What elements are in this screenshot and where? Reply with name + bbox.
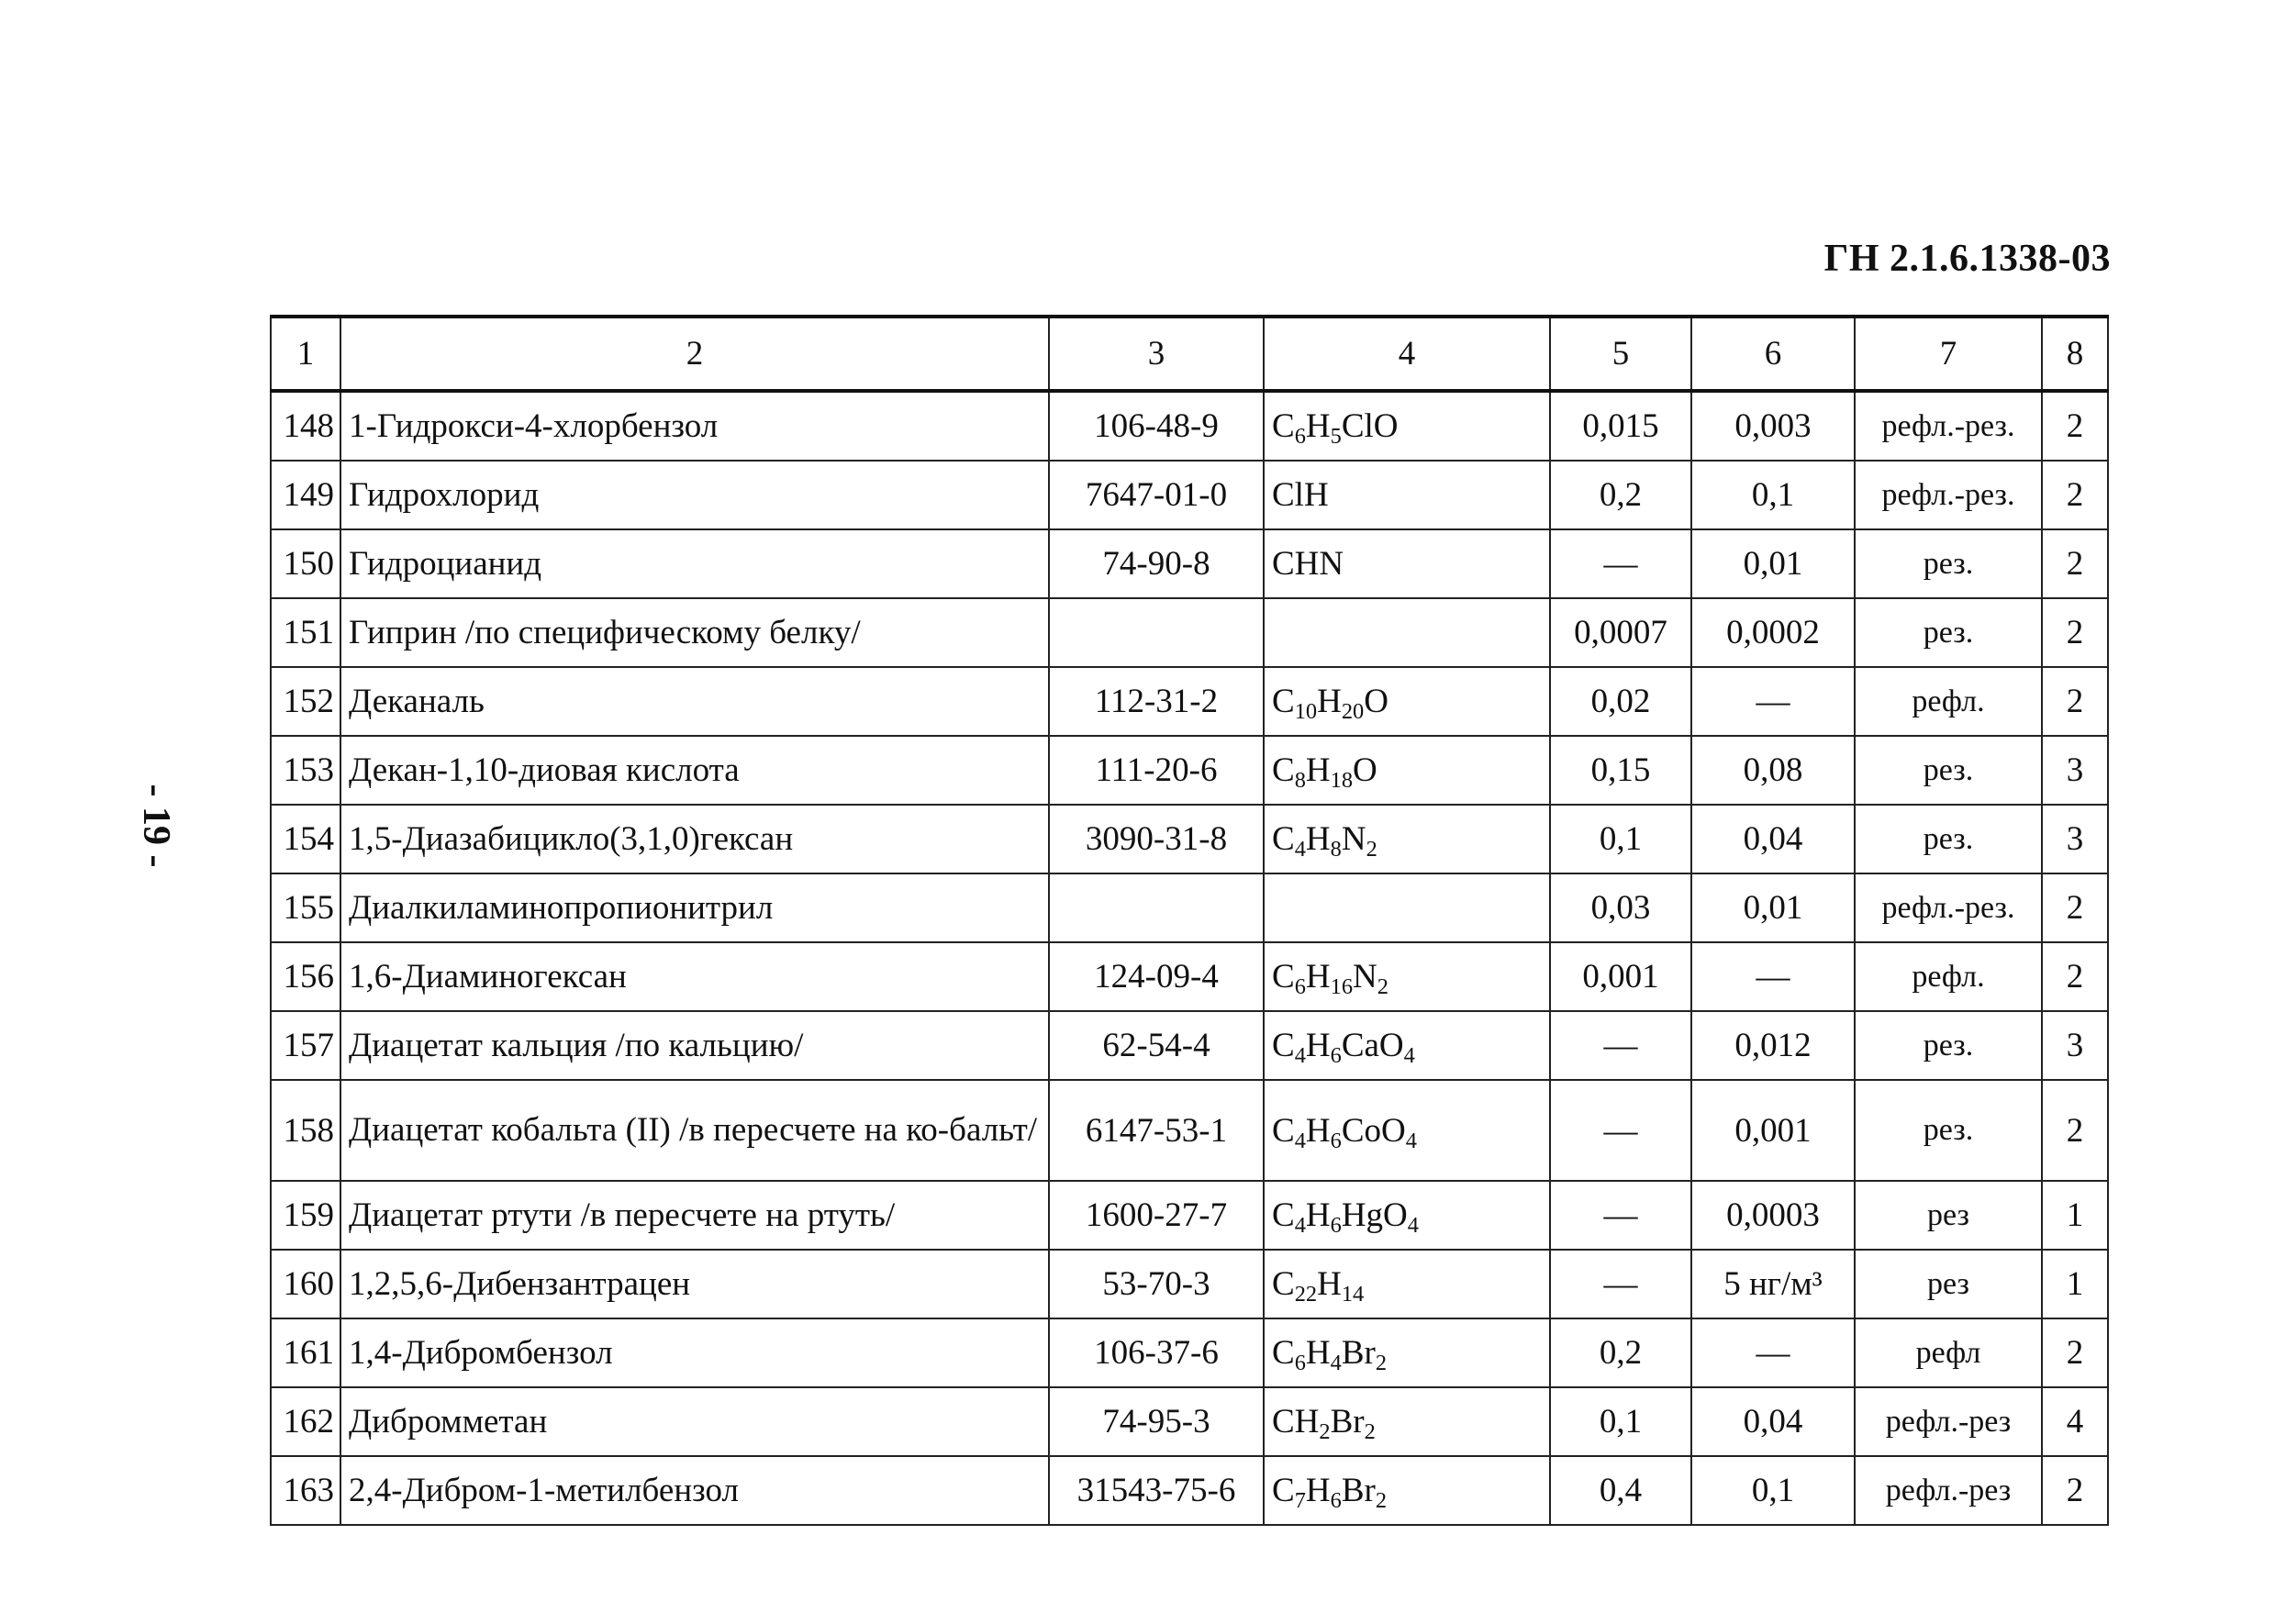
document-code: ГН 2.1.6.1338-03 xyxy=(1823,238,2111,280)
formula-part: N xyxy=(1341,820,1366,858)
value-col-5: 0,015 xyxy=(1550,391,1691,461)
formula-subscript: 16 xyxy=(1330,973,1354,999)
formula-part: C xyxy=(1272,751,1295,789)
value-col-8: 2 xyxy=(2042,461,2108,529)
table-row xyxy=(271,1080,2108,1181)
cas-number xyxy=(1049,598,1264,667)
value-col-8: 2 xyxy=(2042,942,2108,1011)
value-col-7: рез. xyxy=(1855,805,2042,873)
row-number: 155 xyxy=(271,873,340,942)
row-number: 157 xyxy=(271,1011,340,1080)
chemical-formula xyxy=(1264,598,1550,667)
formula-part: CaO xyxy=(1341,1027,1404,1064)
value-col-5: 0,2 xyxy=(1550,461,1691,529)
table-row xyxy=(271,1250,2108,1318)
value-col-6: 0,001 xyxy=(1691,1080,1855,1181)
chemical-formula xyxy=(1264,391,1550,461)
value-col-5: 0,4 xyxy=(1550,1456,1691,1525)
chemical-formula xyxy=(1264,1080,1550,1181)
cas-number: 106-37-6 xyxy=(1049,1318,1264,1387)
value-col-5: 0,0007 xyxy=(1550,598,1691,667)
value-col-6: 5 нг/м³ xyxy=(1691,1250,1855,1318)
formula-part: C xyxy=(1272,1472,1295,1509)
value-col-5: — xyxy=(1550,529,1691,598)
substance-name: Гидрохлорид xyxy=(340,461,1049,529)
formula-part: ClO xyxy=(1341,407,1399,445)
value-col-6: 0,04 xyxy=(1691,805,1855,873)
chemical-formula xyxy=(1264,1181,1550,1250)
cas-number: 62-54-4 xyxy=(1049,1011,1264,1080)
table-row xyxy=(271,461,2108,529)
formula-part: C xyxy=(1272,1111,1295,1150)
cas-number: 31543-75-6 xyxy=(1049,1456,1264,1525)
cas-number: 74-90-8 xyxy=(1049,529,1264,598)
column-header-7: 7 xyxy=(1855,317,2042,391)
table-row xyxy=(271,529,2108,598)
formula-subscript: 8 xyxy=(1330,836,1342,862)
formula-part: Br xyxy=(1330,1403,1365,1440)
formula-part: H xyxy=(1305,820,1331,858)
row-number: 148 xyxy=(271,391,340,461)
formula-part: C xyxy=(1272,1334,1295,1372)
formula-subscript: 4 xyxy=(1403,1042,1415,1068)
column-header-5: 5 xyxy=(1550,317,1691,391)
formula-part: C xyxy=(1272,958,1295,996)
value-col-5: — xyxy=(1550,1250,1691,1318)
formula-part: C xyxy=(1272,407,1295,445)
row-number: 156 xyxy=(271,942,340,1011)
formula-part: CoO xyxy=(1341,1111,1406,1150)
value-col-8: 2 xyxy=(2042,1318,2108,1387)
value-col-8: 2 xyxy=(2042,1080,2108,1181)
formula-part: Br xyxy=(1341,1334,1376,1372)
formula-subscript: 6 xyxy=(1294,423,1306,449)
table-row xyxy=(271,873,2108,942)
formula-subscript: 6 xyxy=(1330,1042,1342,1068)
cas-number: 111-20-6 xyxy=(1049,736,1264,805)
substances-table xyxy=(270,315,2109,1526)
table-row xyxy=(271,391,2108,461)
table-row xyxy=(271,942,2108,1011)
chemical-formula xyxy=(1264,736,1550,805)
chemical-formula xyxy=(1264,1387,1550,1456)
value-col-8: 2 xyxy=(2042,598,2108,667)
value-col-6: 0,1 xyxy=(1691,1456,1855,1525)
cas-number: 53-70-3 xyxy=(1049,1250,1264,1318)
formula-subscript: 6 xyxy=(1330,1487,1342,1513)
value-col-7: рефл. xyxy=(1855,942,2042,1011)
row-number: 163 xyxy=(271,1456,340,1525)
formula-part: O xyxy=(1353,751,1377,789)
formula-subscript: 2 xyxy=(1364,1418,1376,1444)
value-col-8: 2 xyxy=(2042,667,2108,736)
substance-name: 2,4-Дибром-1-метилбензол xyxy=(340,1456,1049,1525)
substance-name: Диацетат ртути /в пересчете на ртуть/ xyxy=(340,1181,1049,1250)
formula-part: HgO xyxy=(1341,1196,1408,1234)
chemical-formula xyxy=(1264,461,1550,529)
formula-subscript: 10 xyxy=(1294,698,1318,724)
substance-name: Деканаль xyxy=(340,667,1049,736)
formula-subscript: 2 xyxy=(1375,1487,1388,1513)
cas-number: 74-95-3 xyxy=(1049,1387,1264,1456)
substance-name: 1,4-Дибромбензол xyxy=(340,1318,1049,1387)
substance-name: 1-Гидрокси-4-хлорбензол xyxy=(340,391,1049,461)
row-number: 149 xyxy=(271,461,340,529)
formula-subscript: 4 xyxy=(1405,1128,1417,1153)
value-col-6: 0,04 xyxy=(1691,1387,1855,1456)
formula-part: CHN xyxy=(1272,545,1344,583)
substance-name: Диалкиламинопропионитрил xyxy=(340,873,1049,942)
formula-part: C xyxy=(1272,1027,1295,1064)
value-col-5: 0,02 xyxy=(1550,667,1691,736)
formula-part: H xyxy=(1305,1334,1331,1372)
value-col-8: 2 xyxy=(2042,1456,2108,1525)
formula-subscript: 4 xyxy=(1294,1042,1306,1068)
formula-part: C xyxy=(1272,1265,1295,1303)
formula-subscript: 8 xyxy=(1294,767,1306,793)
table-row xyxy=(271,1318,2108,1387)
formula-part: H xyxy=(1305,1111,1331,1150)
table-header-row xyxy=(271,317,2108,391)
formula-part: H xyxy=(1305,958,1331,996)
table-row xyxy=(271,736,2108,805)
formula-part: C xyxy=(1272,1196,1295,1234)
formula-part: C xyxy=(1272,820,1295,858)
formula-part: H xyxy=(1317,1265,1342,1303)
value-col-5: 0,1 xyxy=(1550,805,1691,873)
table-row xyxy=(271,1387,2108,1456)
row-number: 153 xyxy=(271,736,340,805)
substance-name: Гиприн /по специфическому белку/ xyxy=(340,598,1049,667)
value-col-6: 0,01 xyxy=(1691,873,1855,942)
row-number: 150 xyxy=(271,529,340,598)
value-col-7: рез. xyxy=(1855,598,2042,667)
value-col-7: рефл.-рез. xyxy=(1855,391,2042,461)
column-header-8: 8 xyxy=(2042,317,2108,391)
chemical-formula xyxy=(1264,1318,1550,1387)
formula-subscript: 2 xyxy=(1366,836,1377,862)
value-col-5: 0,001 xyxy=(1550,942,1691,1011)
value-col-7: рефл.-рез. xyxy=(1855,873,2042,942)
formula-part: CH xyxy=(1272,1403,1320,1440)
formula-subscript: 4 xyxy=(1330,1350,1342,1375)
row-number: 161 xyxy=(271,1318,340,1387)
value-col-7: рефл.-рез. xyxy=(1855,461,2042,529)
substance-name: 1,5-Диазабицикло(3,1,0)гексан xyxy=(340,805,1049,873)
formula-subscript: 4 xyxy=(1407,1212,1419,1238)
value-col-8: 1 xyxy=(2042,1181,2108,1250)
formula-subscript: 5 xyxy=(1330,423,1342,449)
value-col-5: 0,03 xyxy=(1550,873,1691,942)
substance-name: 1,2,5,6-Дибензантрацен xyxy=(340,1250,1049,1318)
value-col-5: — xyxy=(1550,1011,1691,1080)
value-col-7: рефл.-рез xyxy=(1855,1456,2042,1525)
value-col-6: 0,012 xyxy=(1691,1011,1855,1080)
table-row xyxy=(271,1456,2108,1525)
cas-number: 6147-53-1 xyxy=(1049,1080,1264,1181)
formula-part: Br xyxy=(1341,1472,1376,1509)
chemical-formula xyxy=(1264,1250,1550,1318)
row-number: 154 xyxy=(271,805,340,873)
table-row xyxy=(271,667,2108,736)
cas-number: 1600-27-7 xyxy=(1049,1181,1264,1250)
formula-part: H xyxy=(1305,751,1331,789)
value-col-5: — xyxy=(1550,1080,1691,1181)
column-header-4: 4 xyxy=(1264,317,1550,391)
chemical-formula xyxy=(1264,1456,1550,1525)
chemical-formula xyxy=(1264,667,1550,736)
value-col-5: 0,2 xyxy=(1550,1318,1691,1387)
formula-subscript: 2 xyxy=(1375,1350,1388,1375)
row-number: 159 xyxy=(271,1181,340,1250)
formula-subscript: 20 xyxy=(1341,698,1365,724)
cas-number: 106-48-9 xyxy=(1049,391,1264,461)
value-col-8: 3 xyxy=(2042,805,2108,873)
cas-number: 7647-01-0 xyxy=(1049,461,1264,529)
row-number: 160 xyxy=(271,1250,340,1318)
cas-number xyxy=(1049,873,1264,942)
value-col-7: рефл.-рез xyxy=(1855,1387,2042,1456)
value-col-6: 0,1 xyxy=(1691,461,1855,529)
value-col-5: 0,15 xyxy=(1550,736,1691,805)
formula-subscript: 6 xyxy=(1294,973,1306,999)
value-col-8: 2 xyxy=(2042,873,2108,942)
table-row xyxy=(271,805,2108,873)
value-col-6: 0,0002 xyxy=(1691,598,1855,667)
table-row xyxy=(271,598,2108,667)
cas-number: 124-09-4 xyxy=(1049,942,1264,1011)
formula-subscript: 6 xyxy=(1294,1350,1306,1375)
chemical-formula xyxy=(1264,1011,1550,1080)
chemical-formula xyxy=(1264,873,1550,942)
formula-subscript: 6 xyxy=(1330,1212,1342,1238)
formula-subscript: 4 xyxy=(1294,1128,1306,1153)
row-number: 158 xyxy=(271,1080,340,1181)
value-col-8: 1 xyxy=(2042,1250,2108,1318)
formula-part: C xyxy=(1272,683,1295,720)
value-col-5: — xyxy=(1550,1181,1691,1250)
value-col-6: — xyxy=(1691,1318,1855,1387)
value-col-7: рез. xyxy=(1855,1080,2042,1181)
formula-part: O xyxy=(1364,683,1388,720)
value-col-6: 0,08 xyxy=(1691,736,1855,805)
chemical-formula xyxy=(1264,942,1550,1011)
table-row xyxy=(271,1011,2108,1080)
substance-name: Диацетат кобальта (II) /в пересчете на ко-бальт/ xyxy=(340,1080,1049,1181)
value-col-6: 0,01 xyxy=(1691,529,1855,598)
formula-subscript: 4 xyxy=(1294,1212,1306,1238)
substance-name: Декан-1,10-диовая кислота xyxy=(340,736,1049,805)
value-col-7: рез xyxy=(1855,1181,2042,1250)
formula-part: H xyxy=(1305,1196,1331,1234)
value-col-7: рез. xyxy=(1855,529,2042,598)
row-number: 151 xyxy=(271,598,340,667)
value-col-7: рез. xyxy=(1855,736,2042,805)
formula-part: H xyxy=(1305,407,1331,445)
table-row xyxy=(271,1181,2108,1250)
substance-name: 1,6-Диаминогексан xyxy=(340,942,1049,1011)
value-col-6: — xyxy=(1691,942,1855,1011)
formula-part: ClH xyxy=(1272,476,1329,514)
formula-part: H xyxy=(1317,683,1342,720)
formula-subscript: 14 xyxy=(1341,1281,1365,1307)
chemical-formula xyxy=(1264,805,1550,873)
value-col-7: рефл xyxy=(1855,1318,2042,1387)
formula-subscript: 2 xyxy=(1377,973,1388,999)
formula-subscript: 2 xyxy=(1319,1418,1331,1444)
formula-part: N xyxy=(1353,958,1377,996)
value-col-6: 0,003 xyxy=(1691,391,1855,461)
value-col-8: 3 xyxy=(2042,736,2108,805)
row-number: 152 xyxy=(271,667,340,736)
value-col-7: рез xyxy=(1855,1250,2042,1318)
substance-name: Гидроцианид xyxy=(340,529,1049,598)
formula-subscript: 4 xyxy=(1294,836,1306,862)
cas-number: 3090-31-8 xyxy=(1049,805,1264,873)
formula-part: H xyxy=(1305,1472,1331,1509)
value-col-7: рез. xyxy=(1855,1011,2042,1080)
cas-number: 112-31-2 xyxy=(1049,667,1264,736)
substance-name: Дибромметан xyxy=(340,1387,1049,1456)
value-col-7: рефл. xyxy=(1855,667,2042,736)
substance-name: Диацетат кальция /по кальцию/ xyxy=(340,1011,1049,1080)
value-col-6: — xyxy=(1691,667,1855,736)
column-header-6: 6 xyxy=(1691,317,1855,391)
value-col-6: 0,0003 xyxy=(1691,1181,1855,1250)
formula-subscript: 6 xyxy=(1330,1128,1342,1153)
formula-subscript: 22 xyxy=(1294,1281,1318,1307)
formula-subscript: 18 xyxy=(1330,767,1354,793)
value-col-5: 0,1 xyxy=(1550,1387,1691,1456)
column-header-2: 2 xyxy=(340,317,1049,391)
column-header-1: 1 xyxy=(271,317,340,391)
chemical-formula xyxy=(1264,529,1550,598)
formula-part: H xyxy=(1305,1027,1331,1064)
formula-subscript: 7 xyxy=(1294,1487,1306,1513)
value-col-8: 2 xyxy=(2042,391,2108,461)
value-col-8: 3 xyxy=(2042,1011,2108,1080)
value-col-8: 2 xyxy=(2042,529,2108,598)
value-col-8: 4 xyxy=(2042,1387,2108,1456)
column-header-3: 3 xyxy=(1049,317,1264,391)
page-number: - 19 - xyxy=(135,784,177,868)
row-number: 162 xyxy=(271,1387,340,1456)
